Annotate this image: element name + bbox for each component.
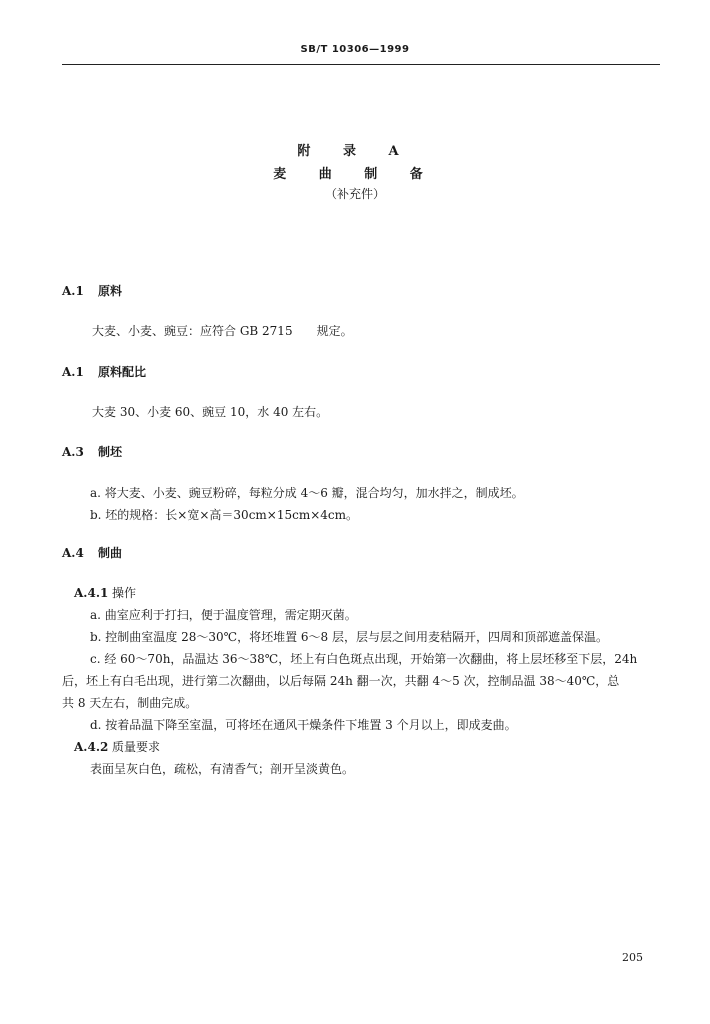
- list-item: c. 经 60～70h，品温达 36～38℃，坯上有白色斑点出现，开始第一次翻曲，将上层坯移至下层，24h: [90, 652, 638, 666]
- header-standard-code: SB/T 10306—1999: [300, 44, 410, 55]
- section-number: A.4: [62, 546, 84, 560]
- section-body-line: 表面呈灰白色，疏松，有清香气；剖开呈淡黄色。: [90, 762, 355, 776]
- section-heading-blank-making: [62, 443, 122, 460]
- section-body-line: 大麦 30、小麦 60、豌豆 10，水 40 左右。: [92, 405, 329, 419]
- list-item: a. 将大麦、小麦、豌豆粉碎，每粒分成 4～6 瓣，混合均匀，加水拌之，制成坯。: [90, 486, 524, 500]
- appendix-label: 附 录 A: [297, 144, 413, 159]
- list-item: d. 按着品温下降至室温，可将坯在通风干燥条件下堆置 3 个月以上，即成麦曲。: [90, 718, 517, 732]
- section-heading-ratio: [62, 363, 146, 380]
- section-number: A.3: [62, 445, 84, 459]
- subsection-title: 质量要求: [112, 740, 161, 754]
- header-rule: [62, 64, 660, 65]
- list-item-continuation: 后，坯上有白毛出现，进行第二次翻曲，以后每隔 24h 翻一次，共翻 4～5 次，控制品温 38～40℃，总: [62, 674, 620, 688]
- section-title: 制坯: [98, 445, 123, 459]
- section-heading-raw-materials: [62, 282, 122, 299]
- list-item: a. 曲室应利于打扫，便于温度管理，需定期灭菌。: [90, 608, 357, 622]
- appendix-note: （补充件）: [324, 187, 385, 201]
- section-number: A.1: [62, 365, 84, 379]
- appendix-title: 麦 曲 制 备: [273, 167, 437, 182]
- section-heading-koji-making: [62, 544, 122, 561]
- subsection-heading-operation: [74, 584, 136, 601]
- subsection-number: A.4.2: [74, 740, 109, 754]
- section-body-line: 大麦、小麦、豌豆：应符合 GB 2715 规定。: [92, 324, 353, 338]
- section-title: 原料配比: [98, 365, 147, 379]
- subsection-title: 操作: [112, 586, 137, 600]
- subsection-heading-quality: [74, 738, 160, 755]
- section-title: 原料: [98, 284, 123, 298]
- list-item-continuation: 共 8 天左右，制曲完成。: [62, 696, 198, 710]
- list-item: b. 坯的规格：长×宽×高＝30cm×15cm×4cm。: [90, 508, 359, 522]
- subsection-number: A.4.1: [74, 586, 109, 600]
- list-item: b. 控制曲室温度 28～30℃，将坯堆置 6～8 层，层与层之间用麦秸隔开，四周和顶部遮盖保温。: [90, 630, 608, 644]
- section-title: 制曲: [98, 546, 123, 560]
- section-number: A.1: [62, 284, 84, 298]
- page-number: 205: [622, 951, 643, 964]
